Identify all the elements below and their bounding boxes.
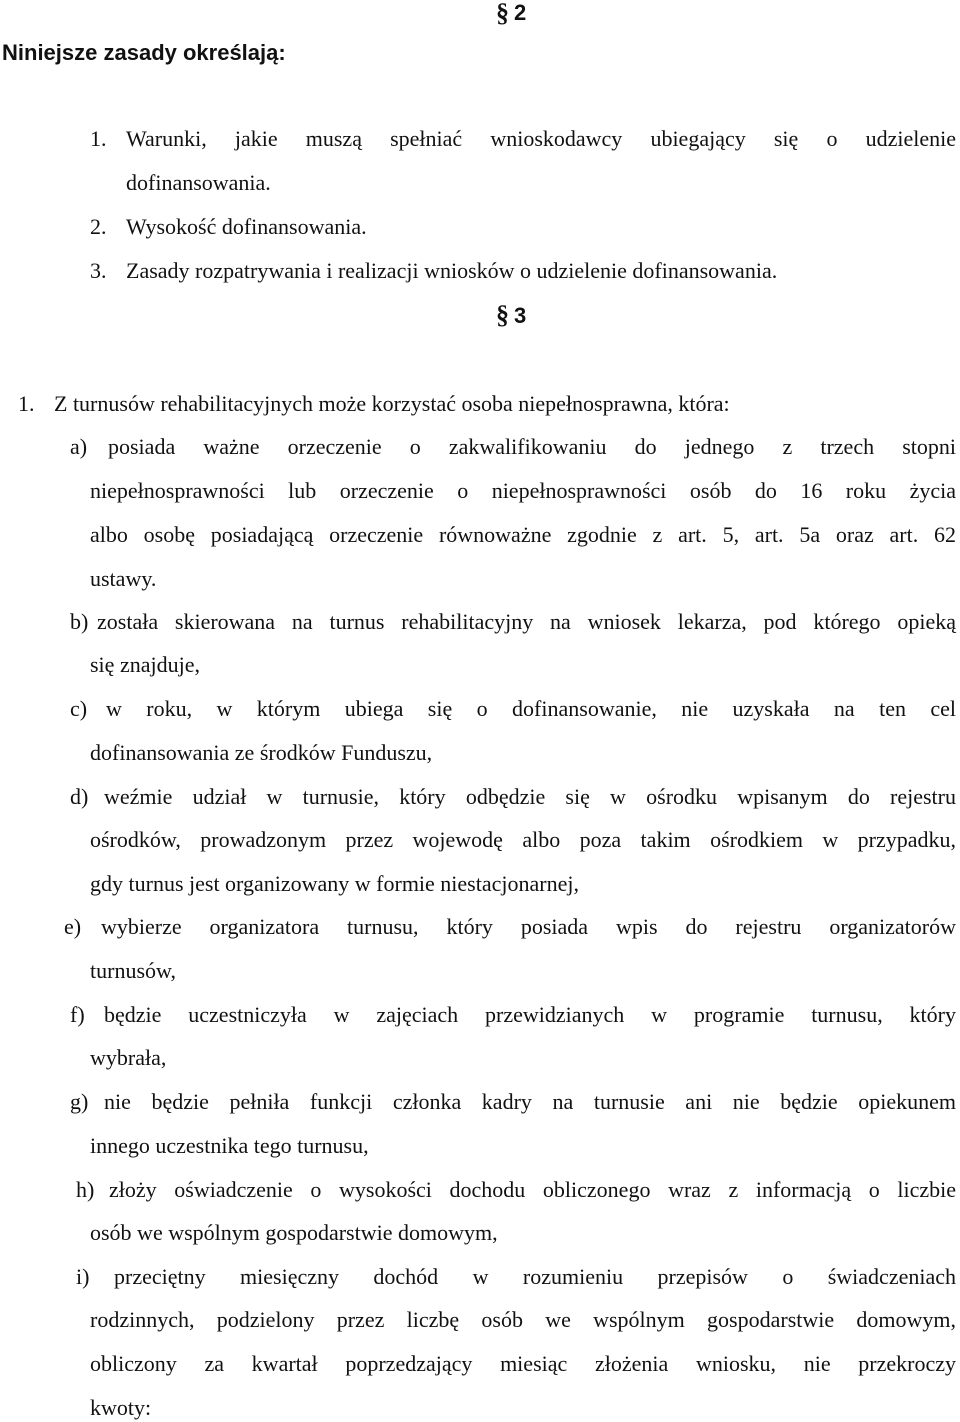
subitem-text: złoży oświadczenie o wysokości dochodu obliczonego wraz z informacją o liczbie — [109, 1177, 956, 1202]
subitem-text: posiada ważne orzeczenie o zakwalifikowaniu do jednego z trzech stopni — [108, 434, 956, 459]
subitem-text: wybrała, — [90, 1045, 167, 1070]
list-item-text: Wysokość dofinansowania. — [126, 214, 367, 239]
list-item-text: Warunki, jakie muszą spełniać wnioskodawcy ubiegający się o udzielenie — [126, 126, 956, 151]
subitem-text: turnusów, — [90, 958, 176, 983]
section-3-mark: § — [496, 300, 509, 329]
subitem-text: gdy turnus jest organizowany w formie niestacjonarnej, — [90, 871, 579, 896]
subitem-text: przeciętny miesięczny dochód w rozumieniu przepisów o świadczeniach — [114, 1264, 956, 1289]
subitem-letter: d) — [70, 784, 89, 809]
list-item-number: 3. — [90, 258, 107, 283]
subitem-text: kwoty: — [90, 1395, 152, 1420]
subitem-text: wybierze organizatora turnusu, który posiada wpis do rejestru organizatorów — [101, 914, 956, 939]
subitem-text: się znajduje, — [90, 652, 200, 677]
subitem-text: innego uczestnika tego turnusu, — [90, 1133, 369, 1158]
subitem-text: rodzinnych, podzielony przez liczbę osób we wspólnym gospodarstwie domowym, — [90, 1307, 956, 1332]
subitem-letter: h) — [76, 1177, 95, 1202]
subitem-text: w roku, w którym ubiega się o dofinansowanie, nie uzyskała na ten cel — [106, 696, 956, 721]
subitem-text: ustawy. — [90, 566, 157, 591]
subitem-text: została skierowana na turnus rehabilitacyjny na wniosek lekarza, pod którego opieką — [97, 609, 956, 634]
subitem-letter: g) — [70, 1089, 89, 1114]
list-item-text: dofinansowania. — [126, 170, 271, 195]
subitem-text: niepełnosprawności lub orzeczenie o niepełnosprawności osób do 16 roku życia — [90, 478, 956, 503]
intro-heading: Niniejsze zasady określają: — [2, 40, 286, 65]
section-2-mark: § — [496, 0, 509, 27]
section-2-number: 2 — [514, 0, 527, 25]
subitem-text: albo osobę posiadającą orzeczenie równoważne zgodnie z art. 5, art. 5a oraz art. 62 — [90, 522, 956, 547]
subitem-letter: a) — [70, 434, 88, 459]
subitem-text: obliczony za kwartał poprzedzający miesiąc złożenia wniosku, nie przekroczy — [90, 1351, 956, 1376]
subitem-text: dofinansowania ze środków Funduszu, — [90, 740, 433, 765]
subitem-letter: e) — [64, 914, 82, 939]
section-3-item-number: 1. — [18, 391, 35, 416]
subitem-text: ośrodków, prowadzonym przez wojewodę albo poza takim ośrodkiem w przypadku, — [90, 827, 956, 852]
section-3-item-text: Z turnusów rehabilitacyjnych może korzystać osoba niepełnosprawna, która: — [54, 391, 730, 416]
subitem-letter: b) — [70, 609, 89, 634]
subitem-text: będzie uczestniczyła w zajęciach przewidzianych w programie turnusu, który — [104, 1002, 956, 1027]
subitem-letter: f) — [70, 1002, 85, 1027]
subitem-letter: i) — [76, 1264, 90, 1289]
section-3-number: 3 — [514, 303, 527, 328]
list-item-text: Zasady rozpatrywania i realizacji wniosków o udzielenie dofinansowania. — [126, 258, 778, 283]
subitem-letter: c) — [70, 696, 88, 721]
subitem-text: nie będzie pełniła funkcji członka kadry na turnusie ani nie będzie opiekunem — [104, 1089, 956, 1114]
list-item-number: 1. — [90, 126, 107, 151]
subitem-text: weźmie udział w turnusie, który odbędzie się w ośrodku wpisanym do rejestru — [104, 784, 956, 809]
subitem-text: osób we wspólnym gospodarstwie domowym, — [90, 1220, 498, 1245]
list-item-number: 2. — [90, 214, 107, 239]
